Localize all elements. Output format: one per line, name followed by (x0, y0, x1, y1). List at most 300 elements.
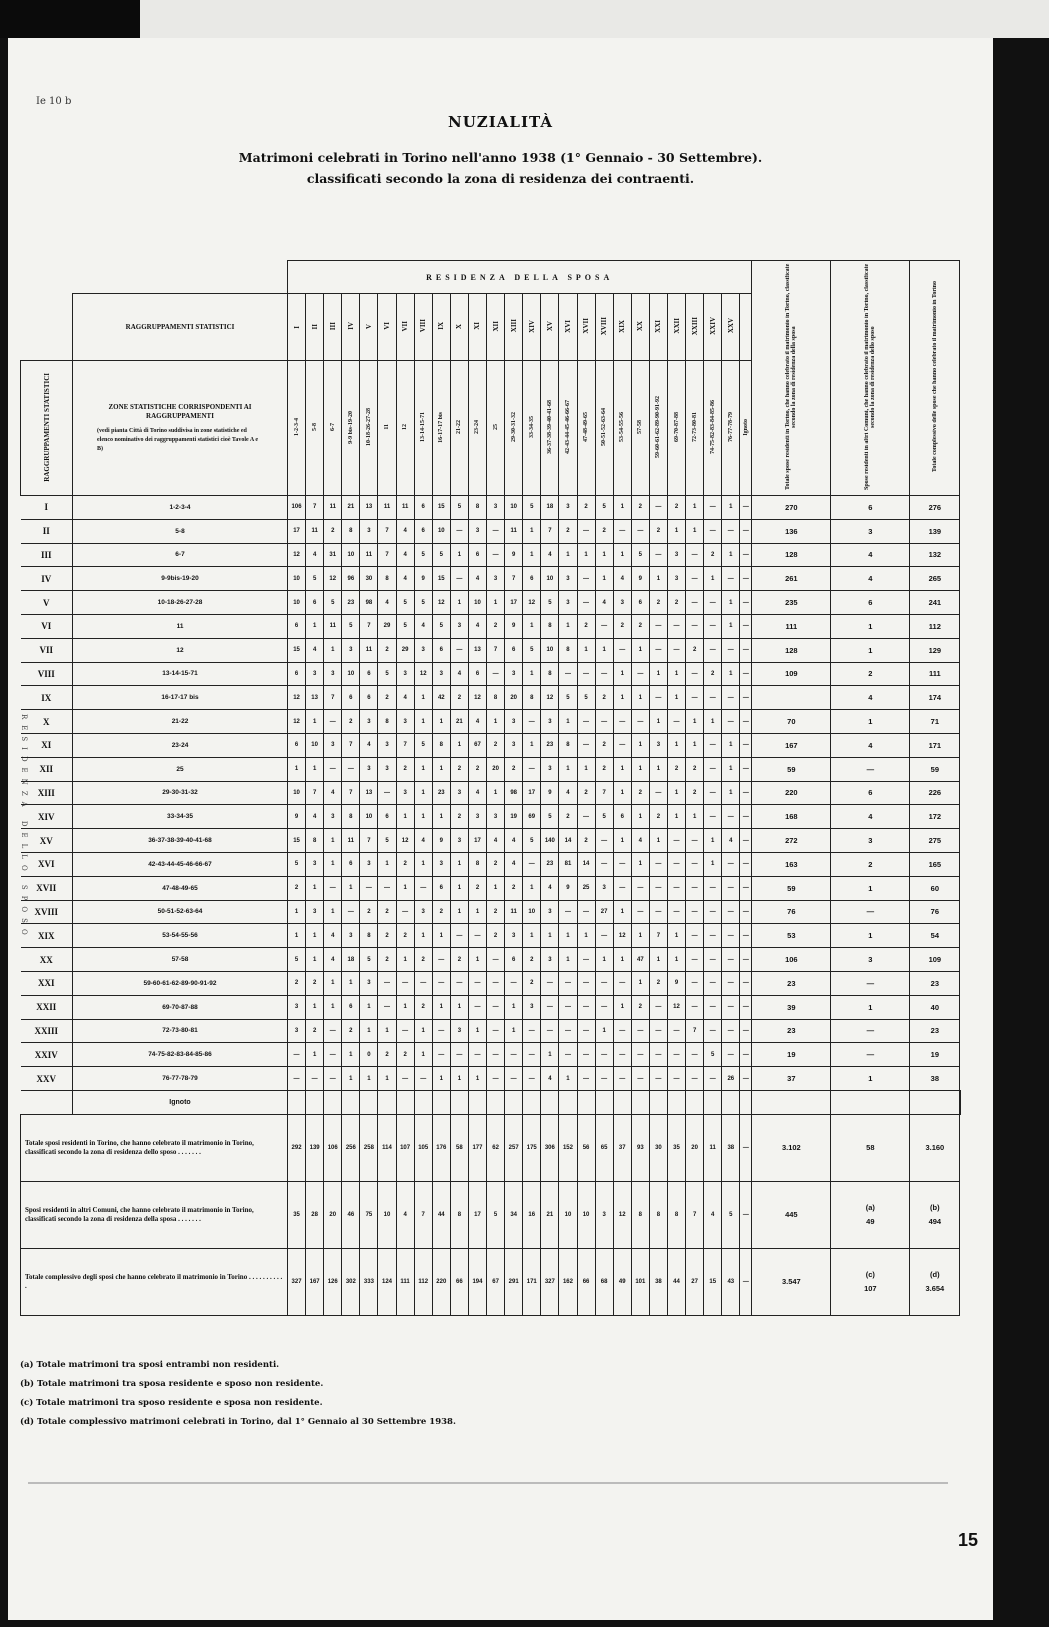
cell-value: — (613, 971, 631, 995)
cell-value: 0 (360, 1043, 378, 1067)
header-zone-4-text: 9-9 bis-19-20 (347, 410, 354, 444)
cell-value: 4 (559, 781, 577, 805)
cell-value: 8 (541, 614, 559, 638)
cell-value: 2 (667, 496, 685, 520)
totals-value: 75 (360, 1181, 378, 1248)
cell-value: — (649, 1043, 667, 1067)
cell-value: 3 (360, 519, 378, 543)
totals-value: 30 (649, 1114, 667, 1181)
cell-value: — (667, 829, 685, 853)
header-group-XXV-text: XXV (726, 318, 735, 334)
header-zone-14 (523, 361, 541, 496)
cell-totale-spose: 23 (752, 971, 831, 995)
cell-spose-altri: 2 (831, 662, 910, 686)
cell-value: 67 (468, 733, 486, 757)
cell-value: 9 (541, 781, 559, 805)
totals-value: 21 (541, 1181, 559, 1248)
header-spose-altri-comuni-text: Spose residenti in altri Comuni, che hanno celebrato il matrimonio in Torino, classificate secondo la zona di residenza dello sposo (864, 263, 877, 491)
cell-value: 5 (704, 1043, 722, 1067)
cell-value: — (686, 829, 704, 853)
cell-value: 1 (704, 852, 722, 876)
cell-totale-spose: 168 (752, 805, 831, 829)
cell-value: 5 (378, 662, 396, 686)
cell-totale-spose (752, 686, 831, 710)
cell-value: 1 (613, 757, 631, 781)
row-zones: 76-77-78-79 (73, 1067, 288, 1091)
header-zone-12 (487, 361, 505, 496)
cell-value: 1 (414, 805, 432, 829)
totals-value: 4 (396, 1181, 414, 1248)
totals-value: 114 (378, 1114, 396, 1181)
cell-value: — (649, 781, 667, 805)
cell-value: 4 (306, 805, 324, 829)
cell-value: 1 (722, 733, 740, 757)
header-zone-3 (324, 361, 342, 496)
cell-ignoto: — (740, 971, 752, 995)
cell-value: — (649, 852, 667, 876)
cell-value: 9 (505, 614, 523, 638)
cell-value: 5 (378, 829, 396, 853)
cell-value: 1 (722, 591, 740, 615)
totals-value: 66 (577, 1248, 595, 1315)
cell-value: 1 (396, 805, 414, 829)
cell-value: 106 (288, 496, 306, 520)
cell-empty (667, 1090, 685, 1114)
cell-value: 18 (541, 496, 559, 520)
cell-value: 1 (686, 519, 704, 543)
header-group-XI-text: XI (473, 322, 482, 330)
row-group: XXIII (21, 1019, 73, 1043)
totals-value: 56 (577, 1114, 595, 1181)
header-zone-10-text: 21-22 (456, 420, 463, 434)
totals-value: 8 (631, 1181, 649, 1248)
cell-value: — (559, 995, 577, 1019)
cell-value: 7 (378, 519, 396, 543)
cell-totale-spose: 220 (752, 781, 831, 805)
cell-value: 7 (360, 614, 378, 638)
cell-value: 12 (288, 710, 306, 734)
totals-value: 152 (559, 1114, 577, 1181)
cell-value: 23 (541, 852, 559, 876)
header-zone-25 (722, 361, 740, 496)
cell-value: 15 (432, 567, 450, 591)
cell-value: 3 (342, 924, 360, 948)
cell-value: 1 (722, 757, 740, 781)
cell-value: 2 (577, 614, 595, 638)
footnote-b: (b) Totale matrimoni tra sposa residente e sposo non residente. (20, 1379, 324, 1389)
cell-value: 6 (631, 591, 649, 615)
cell-value: 4 (505, 829, 523, 853)
cell-value: — (396, 900, 414, 924)
totals-value: 11 (704, 1114, 722, 1181)
totals-value: 34 (505, 1181, 523, 1248)
cell-value: — (432, 1043, 450, 1067)
cell-empty (559, 1090, 577, 1114)
row-zones: 69-70-87-88 (73, 995, 288, 1019)
row-zones: 23-24 (73, 733, 288, 757)
cell-value: 5 (360, 948, 378, 972)
footnote-a: (a) Totale matrimoni tra sposi entrambi non residenti. (20, 1360, 280, 1370)
cell-value: 1 (450, 543, 468, 567)
header-raggruppamenti-side-text: RAGGRUPPAMENTI STATISTICI (42, 372, 51, 482)
cell-value: 3 (450, 829, 468, 853)
totals-value: 44 (667, 1248, 685, 1315)
cell-value: 1 (523, 924, 541, 948)
row-zones: 1-2-3-4 (73, 496, 288, 520)
cell-value: — (595, 1067, 613, 1091)
cell-empty (577, 1090, 595, 1114)
cell-value: 1 (613, 781, 631, 805)
cell-value: 1 (450, 876, 468, 900)
header-totale-spose-text: Totale spose residenti in Torino, che hanno celebrato il matrimonio in Torino, classificate secondo la zona di residenza della sposa (785, 263, 798, 491)
header-group-V (360, 294, 378, 361)
cell-value: — (649, 876, 667, 900)
cell-value: 9 (559, 876, 577, 900)
cell-value: 11 (324, 614, 342, 638)
cell-value: 8 (306, 829, 324, 853)
totals-value: 38 (722, 1114, 740, 1181)
totals-totale-spose: 3.547 (752, 1248, 831, 1315)
cell-value: 2 (686, 638, 704, 662)
cell-value: 5 (288, 852, 306, 876)
cell-totale-spose: 111 (752, 614, 831, 638)
cell-value: 17 (523, 781, 541, 805)
totals-value: 4 (704, 1181, 722, 1248)
totals-totale-spose: 445 (752, 1181, 831, 1248)
cell-value: — (704, 876, 722, 900)
cell-value: 8 (342, 519, 360, 543)
cell-totale-complessivo: 241 (910, 591, 960, 615)
totals-value-b: 3.654 (925, 1283, 945, 1293)
row-zones: 13-14-15-71 (73, 662, 288, 686)
header-zone-13-text: 29-30-31-32 (510, 412, 517, 442)
totals-value: 105 (414, 1114, 432, 1181)
cell-value: 5 (396, 614, 414, 638)
cell-value: 1 (613, 995, 631, 1019)
cell-spose-altri: 4 (831, 733, 910, 757)
totals-value: 67 (487, 1248, 505, 1315)
cell-ignoto: — (740, 519, 752, 543)
cell-value: 1 (396, 876, 414, 900)
cell-value: — (450, 971, 468, 995)
cell-value: 2 (667, 591, 685, 615)
cell-value: 1 (631, 971, 649, 995)
cell-value: — (686, 591, 704, 615)
table-row (21, 805, 961, 829)
cell-empty (342, 1090, 360, 1114)
cell-value: 12 (288, 686, 306, 710)
cell-value: — (559, 662, 577, 686)
cell-value: 6 (360, 686, 378, 710)
cell-value: 2 (378, 638, 396, 662)
cell-ignoto: — (740, 614, 752, 638)
cell-value: — (704, 948, 722, 972)
table-row (21, 591, 961, 615)
page-subtitle-2: classificati secondo la zona di residenza dei contraenti. (306, 171, 695, 186)
cell-value: 10 (288, 591, 306, 615)
totals-value: 111 (396, 1248, 414, 1315)
cell-spose-altri: 4 (831, 567, 910, 591)
cell-value: 1 (722, 614, 740, 638)
cell-value: 1 (559, 614, 577, 638)
cell-value: 2 (468, 876, 486, 900)
cell-value: — (722, 995, 740, 1019)
header-group-III (324, 294, 342, 361)
totals-totale-spose: 3.102 (752, 1114, 831, 1181)
header-group-XXV (722, 294, 740, 361)
header-group-XXI (649, 294, 667, 361)
cell-value: — (704, 781, 722, 805)
cell-value: 1 (378, 1019, 396, 1043)
cell-value: 2 (577, 496, 595, 520)
cell-value: 10 (342, 662, 360, 686)
cell-value: 10 (523, 900, 541, 924)
totals-marker-a: (a) (865, 1202, 875, 1212)
cell-value: — (324, 1019, 342, 1043)
cell-value: 4 (324, 924, 342, 948)
cell-value: 3 (360, 852, 378, 876)
cell-value: — (722, 971, 740, 995)
cell-value: 10 (342, 543, 360, 567)
cell-value: 18 (342, 948, 360, 972)
cell-value: 21 (450, 710, 468, 734)
cell-value: 10 (360, 805, 378, 829)
row-zones: 12 (73, 638, 288, 662)
header-zone-18-text: 50-51-52-63-64 (601, 408, 608, 446)
cell-value: — (704, 924, 722, 948)
totals-value: 327 (541, 1248, 559, 1315)
cell-value: 1 (595, 948, 613, 972)
totals-value: 38 (649, 1248, 667, 1315)
page-reference: Ie 10 b (36, 96, 72, 107)
header-group-XXIV (704, 294, 722, 361)
header-group-XXIII-text: XXIII (690, 316, 699, 336)
cell-ignoto: — (740, 900, 752, 924)
cell-value: 2 (306, 1019, 324, 1043)
cell-value: 1 (342, 1043, 360, 1067)
cell-value: 2 (378, 924, 396, 948)
cell-value: 1 (613, 686, 631, 710)
cell-value: — (704, 638, 722, 662)
cell-value: 3 (505, 710, 523, 734)
cell-empty (523, 1090, 541, 1114)
cell-value: 6 (342, 995, 360, 1019)
header-zone-label (73, 361, 288, 496)
cell-value: — (686, 614, 704, 638)
totals-value: 44 (432, 1181, 450, 1248)
header-zone-22-text: 69-70-87-88 (673, 412, 680, 442)
cell-value: — (595, 995, 613, 1019)
cell-value: — (378, 971, 396, 995)
cell-value: 3 (396, 710, 414, 734)
totals-ignoto: — (740, 1248, 752, 1315)
cell-value: 2 (324, 519, 342, 543)
table-row (21, 829, 961, 853)
cell-value: 5 (306, 567, 324, 591)
cell-value: — (722, 924, 740, 948)
cell-value: 3 (360, 710, 378, 734)
totals-spose-altri (831, 1248, 910, 1315)
footnotes (20, 1356, 456, 1432)
cell-value: — (704, 971, 722, 995)
cell-value: 1 (432, 757, 450, 781)
row-zones: 42-43-44-45-46-66-67 (73, 852, 288, 876)
cell-value: 2 (487, 733, 505, 757)
cell-value: 1 (541, 1043, 559, 1067)
table-row (21, 781, 961, 805)
cell-value: 4 (396, 567, 414, 591)
cell-value: — (667, 900, 685, 924)
cell-empty (432, 1090, 450, 1114)
cell-totale-spose: 128 (752, 638, 831, 662)
cell-value: — (595, 971, 613, 995)
cell-value: 9 (432, 829, 450, 853)
header-zone-12-text: 25 (492, 424, 499, 430)
totals-value: 162 (559, 1248, 577, 1315)
cell-value: — (722, 1019, 740, 1043)
cell-value: 10 (288, 567, 306, 591)
header-blank (21, 261, 288, 294)
totals-value: 8 (450, 1181, 468, 1248)
cell-value: 12 (324, 567, 342, 591)
cell-value: 9 (414, 567, 432, 591)
cell-value: 2 (649, 971, 667, 995)
zone-label-title: ZONE STATISTICHE CORRISPONDENTI AI RAGGRUPPAMENTI (108, 402, 252, 420)
cell-value: 9 (505, 543, 523, 567)
header-zone-6 (378, 361, 396, 496)
row-zones: 21-22 (73, 710, 288, 734)
cell-value: 7 (324, 686, 342, 710)
cell-value: 12 (468, 686, 486, 710)
cell-value: 13 (360, 781, 378, 805)
cell-value: — (631, 1019, 649, 1043)
cell-value: 5 (541, 805, 559, 829)
cell-totale-complessivo: 40 (910, 995, 960, 1019)
row-zones: 25 (73, 757, 288, 781)
totals-value: 112 (414, 1248, 432, 1315)
cell-value: — (722, 567, 740, 591)
cell-empty (613, 1090, 631, 1114)
cell-value: — (722, 852, 740, 876)
cell-value: 11 (324, 496, 342, 520)
cell-value: 3 (468, 519, 486, 543)
cell-value: 5 (523, 829, 541, 853)
cell-value: 13 (306, 686, 324, 710)
totals-value: 10 (378, 1181, 396, 1248)
cell-totale-spose: 235 (752, 591, 831, 615)
totals-value: 220 (432, 1248, 450, 1315)
cell-value: 2 (631, 496, 649, 520)
totals-spose-altri (831, 1114, 910, 1181)
scan-corner-black (0, 0, 140, 38)
header-group-I (288, 294, 306, 361)
cell-value: 6 (432, 876, 450, 900)
cell-value: 3 (523, 995, 541, 1019)
cell-empty (960, 1090, 961, 1114)
row-group: XX (21, 948, 73, 972)
cell-value: 1 (396, 995, 414, 1019)
cell-value: — (432, 948, 450, 972)
cell-value: 42 (432, 686, 450, 710)
cell-value: 1 (288, 924, 306, 948)
cell-value: 3 (505, 924, 523, 948)
cell-value: 1 (378, 1067, 396, 1091)
cell-value: — (324, 757, 342, 781)
cell-empty (378, 1090, 396, 1114)
totals-value: 7 (414, 1181, 432, 1248)
cell-value: 2 (559, 519, 577, 543)
cell-value: 8 (523, 686, 541, 710)
cell-value: — (577, 1067, 595, 1091)
cell-value: 2 (378, 948, 396, 972)
header-group-IX (432, 294, 450, 361)
cell-value: 1 (450, 852, 468, 876)
row-zones: 59-60-61-62-89-90-91-92 (73, 971, 288, 995)
cell-value: 17 (288, 519, 306, 543)
cell-value: 1 (631, 638, 649, 662)
cell-value: — (613, 1067, 631, 1091)
cell-value: — (722, 805, 740, 829)
table-row (21, 852, 961, 876)
cell-value: 12 (541, 686, 559, 710)
header-zone-24 (704, 361, 722, 496)
cell-value: 1 (450, 591, 468, 615)
header-raggruppamenti: RAGGRUPPAMENTI STATISTICI (73, 294, 288, 361)
cell-value: — (559, 971, 577, 995)
totals-value: 93 (631, 1114, 649, 1181)
row-zones: 11 (73, 614, 288, 638)
cell-value: — (432, 1019, 450, 1043)
cell-totale-spose: 19 (752, 1043, 831, 1067)
cell-value: — (704, 614, 722, 638)
row-zones: 57-58 (73, 948, 288, 972)
cell-value: 1 (505, 995, 523, 1019)
cell-value: — (704, 900, 722, 924)
totals-value: 8 (649, 1181, 667, 1248)
cell-value: 1 (306, 924, 324, 948)
header-group-IV (342, 294, 360, 361)
cell-value: — (722, 710, 740, 734)
cell-value: 6 (414, 496, 432, 520)
header-zone-11 (468, 361, 486, 496)
cell-value: — (686, 971, 704, 995)
cell-value: — (468, 971, 486, 995)
cell-value: — (577, 995, 595, 1019)
cell-value: 6 (378, 805, 396, 829)
cell-value: 2 (505, 876, 523, 900)
cell-value: 2 (649, 591, 667, 615)
cell-value: 6 (342, 852, 360, 876)
cell-value: — (396, 971, 414, 995)
cell-value: 1 (324, 995, 342, 1019)
cell-value: 2 (396, 1043, 414, 1067)
row-zones: 10-18-26-27-28 (73, 591, 288, 615)
cell-value: 3 (414, 900, 432, 924)
cell-value: 1 (414, 1043, 432, 1067)
header-zone-16 (559, 361, 577, 496)
header-group-XV (541, 294, 559, 361)
cell-value: 13 (468, 638, 486, 662)
header-zone-23-text: 72-73-80-81 (691, 412, 698, 442)
cell-value: — (686, 567, 704, 591)
cell-value: 2 (595, 686, 613, 710)
table-row-ignoto (21, 1090, 961, 1114)
cell-value: — (577, 1043, 595, 1067)
cell-value: 1 (523, 876, 541, 900)
cell-value: 4 (541, 543, 559, 567)
cell-value: 1 (649, 567, 667, 591)
cell-value: — (559, 1043, 577, 1067)
